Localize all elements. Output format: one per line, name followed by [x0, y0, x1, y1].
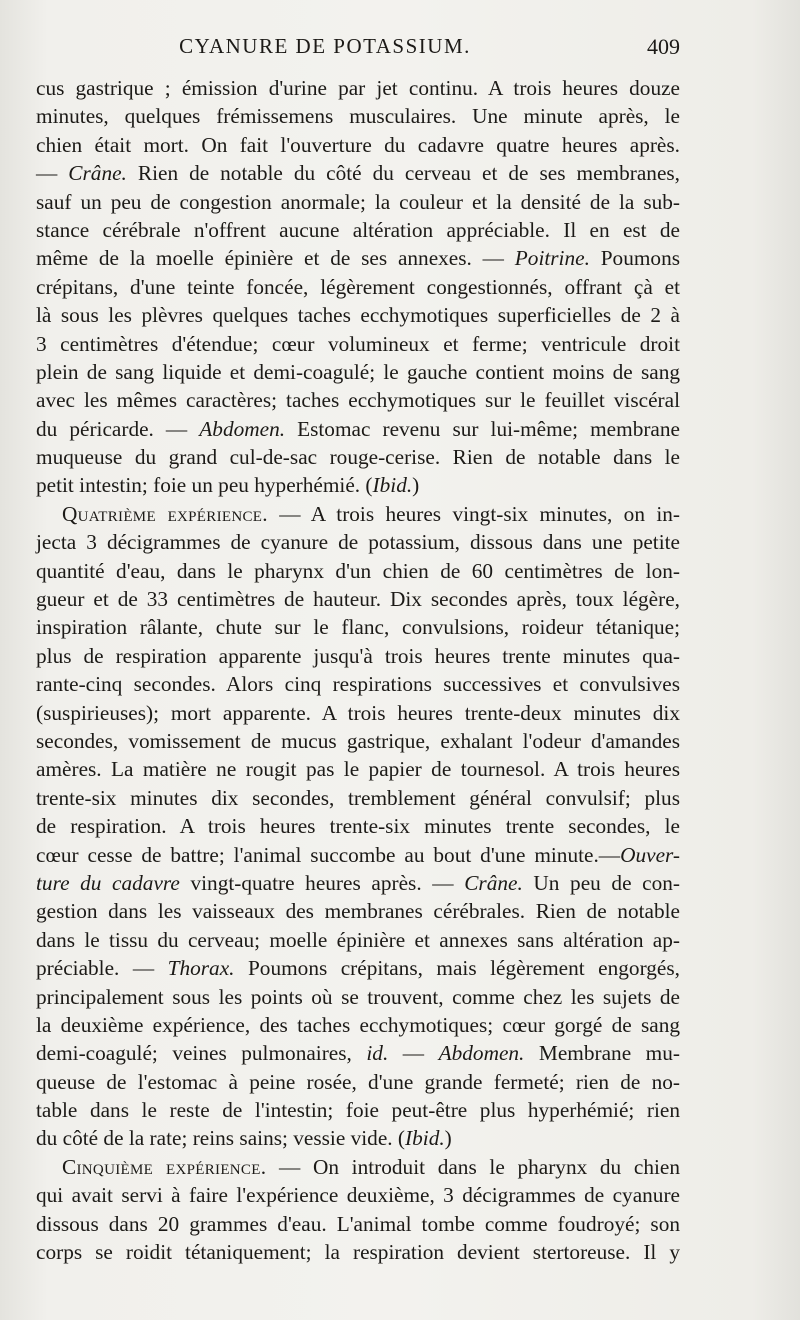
text-line: [36, 983, 680, 1011]
text-line: [36, 699, 680, 727]
italic-text: Thorax.: [167, 956, 235, 981]
text-line: [36, 670, 680, 698]
text-line: [36, 1096, 680, 1124]
text-line: [36, 784, 680, 812]
section-heading: Quatrième expérience.: [62, 501, 268, 526]
text-segment: stance cérébrale n'offrent aucune altération appréciable. Il en est de: [36, 217, 680, 242]
text-line: [36, 1068, 680, 1096]
text-line: [36, 102, 680, 130]
italic-text: Abdomen.: [438, 1041, 525, 1066]
text-segment: Rien de notable du côté du cerveau et de ses membranes,: [126, 161, 681, 186]
text-segment: même de la moelle épinière et de ses annexes. —: [36, 246, 515, 271]
text-segment: secondes, vomissement de mucus gastrique, exhalant l'odeur d'amandes: [36, 728, 680, 753]
text-line: [36, 585, 680, 613]
text-line: [36, 869, 680, 897]
text-segment: Poumons crépitans, mais légèrement engorgés,: [234, 956, 680, 981]
text-segment: 3 centimètres d'étendue; cœur volumineux et ferme; ventricule droit: [36, 331, 680, 356]
italic-text: Ibid.: [405, 1126, 445, 1151]
text-segment: là sous les plèvres quelques taches ecchymotiques superficielles de 2 à: [36, 303, 680, 328]
text-line: [36, 1153, 680, 1181]
text-segment: du côté de la rate; reins sains; vessie vide. (: [36, 1126, 406, 1151]
text-segment: ): [444, 1126, 452, 1151]
text-line: [36, 897, 680, 925]
text-segment: plein de sang liquide et demi-coagulé; le gauche contient moins de sang: [36, 359, 680, 384]
text-segment: qui avait servi à faire l'expérience deuxième, 3 décigrammes de cyanure: [36, 1183, 680, 1208]
text-segment: muqueuse du grand cul-de-sac rouge-cerise. Rien de notable dans le: [36, 445, 680, 470]
text-line: [36, 301, 680, 329]
text-segment: dans le tissu du cerveau; moelle épinière et annexes sans altération ap-: [36, 927, 680, 952]
text-segment: avec les mêmes caractères; taches ecchymotiques sur le feuillet viscéral: [36, 388, 680, 413]
text-line: [36, 358, 680, 386]
text-segment: rante-cinq secondes. Alors cinq respirations successives et convulsives: [36, 672, 680, 697]
text-segment: sauf un peu de congestion anormale; la couleur et la densité de la sub-: [36, 189, 680, 214]
text-line: [36, 244, 680, 272]
text-line: [36, 727, 680, 755]
text-segment: vingt-quatre heures après. —: [179, 870, 465, 895]
text-segment: quantité d'eau, dans le pharynx d'un chien de 60 centimètres de lon-: [36, 558, 680, 583]
text-segment: inspiration râlante, chute sur le flanc, convulsions, roideur tétanique;: [36, 615, 680, 640]
text-line: [36, 330, 680, 358]
italic-text: Crâne.: [464, 870, 523, 895]
text-line: [36, 812, 680, 840]
text-segment: Estomac revenu sur lui-même; membrane: [285, 416, 680, 441]
text-segment: gueur et de 33 centimètres de hauteur. Dix secondes après, toux légère,: [36, 587, 680, 612]
text-line: [36, 273, 680, 301]
text-segment: plus de respiration apparente jusqu'à trois heures trente minutes qua-: [36, 643, 680, 668]
text-segment: petit intestin; foie un peu hyperhémié. (: [36, 473, 373, 498]
text-segment: crépitans, d'une teinte foncée, légèrement congestionnés, offrant çà et: [36, 274, 680, 299]
text-line: [36, 386, 680, 414]
italic-text: id.: [366, 1041, 389, 1066]
text-segment: —: [388, 1041, 439, 1066]
text-segment: chien était mort. On fait l'ouverture du cadavre quatre heures après.: [36, 132, 680, 157]
italic-text: Ibid.: [372, 473, 413, 498]
text-segment: dissous dans 20 grammes d'eau. L'animal tombe comme foudroyé; son: [36, 1211, 680, 1236]
text-line: [36, 642, 680, 670]
text-line: [36, 415, 680, 443]
text-segment: cœur cesse de battre; l'animal succombe au bout d'une minute.—: [36, 842, 621, 867]
text-line: [36, 1210, 680, 1238]
text-segment: (suspirieuses); mort apparente. A trois heures trente-deux minutes dix: [36, 700, 680, 725]
text-segment: —: [36, 161, 69, 186]
italic-text: Ouver-: [620, 842, 680, 867]
text-line: [36, 528, 680, 556]
running-title: CYANURE DE POTASSIUM.: [179, 34, 471, 58]
text-segment: queuse de l'estomac à peine rosée, d'une grande fermeté; rien de no-: [36, 1069, 680, 1094]
italic-text: Abdomen.: [199, 416, 286, 441]
text-segment: cus gastrique ; émission d'urine par jet continu. A trois heures douze: [36, 76, 680, 100]
text-segment: préciable. —: [36, 956, 168, 981]
text-line: [36, 926, 680, 954]
text-line: [36, 954, 680, 982]
text-line: [36, 1124, 680, 1152]
text-line: [36, 841, 680, 869]
body-text: [36, 74, 680, 1266]
text-segment: gestion dans les vaisseaux des membranes cérébrales. Rien de notable: [36, 899, 680, 924]
text-segment: de respiration. A trois heures trente-six minutes trente secondes, le: [36, 814, 680, 839]
text-line: [36, 188, 680, 216]
page-number: 409: [647, 34, 680, 59]
text-segment: ): [412, 473, 420, 498]
text-segment: jecta 3 décigrammes de cyanure de potassium, dissous dans une petite: [36, 530, 680, 555]
section-heading: Cinquième expérience.: [62, 1154, 267, 1179]
text-segment: Membrane mu-: [524, 1041, 680, 1066]
italic-text: Crâne.: [68, 161, 127, 186]
text-line: [36, 471, 680, 499]
text-line: [36, 1039, 680, 1067]
text-line: [36, 1181, 680, 1209]
text-segment: demi-coagulé; veines pulmonaires,: [36, 1041, 367, 1066]
text-segment: Poumons: [589, 246, 680, 271]
text-line: [36, 1011, 680, 1039]
italic-text: ture du cadavre: [36, 870, 180, 895]
text-line: [36, 500, 680, 528]
text-line: [36, 131, 680, 159]
text-segment: minutes, quelques frémissemens musculaires. Une minute après, le: [36, 104, 680, 129]
text-segment: du péricarde. —: [36, 416, 200, 441]
page-header: [30, 34, 680, 64]
text-line: [36, 159, 680, 187]
text-segment: — A trois heures vingt-six minutes, on in-: [267, 501, 680, 526]
text-segment: Un peu de con-: [522, 870, 680, 895]
text-segment: trente-six minutes dix secondes, tremblement général convulsif; plus: [36, 785, 680, 810]
text-line: [36, 557, 680, 585]
text-line: [36, 613, 680, 641]
text-line: [36, 216, 680, 244]
text-segment: la deuxième expérience, des taches ecchymotiques; cœur gorgé de sang: [36, 1012, 680, 1037]
italic-text: Poitrine.: [514, 246, 590, 271]
text-line: [36, 1238, 680, 1266]
text-line: [36, 74, 680, 102]
text-line: [36, 755, 680, 783]
text-segment: amères. La matière ne rougit pas le papier de tournesol. A trois heures: [36, 757, 680, 782]
text-segment: — On introduit dans le pharynx du chien: [266, 1154, 681, 1179]
text-segment: table dans le reste de l'intestin; foie peut-être plus hyperhémié; rien: [36, 1098, 680, 1123]
text-segment: corps se roidit tétaniquement; la respiration devient stertoreuse. Il y: [36, 1240, 680, 1265]
text-segment: principalement sous les points où se trouvent, comme chez les sujets de: [36, 984, 680, 1009]
text-line: [36, 443, 680, 471]
